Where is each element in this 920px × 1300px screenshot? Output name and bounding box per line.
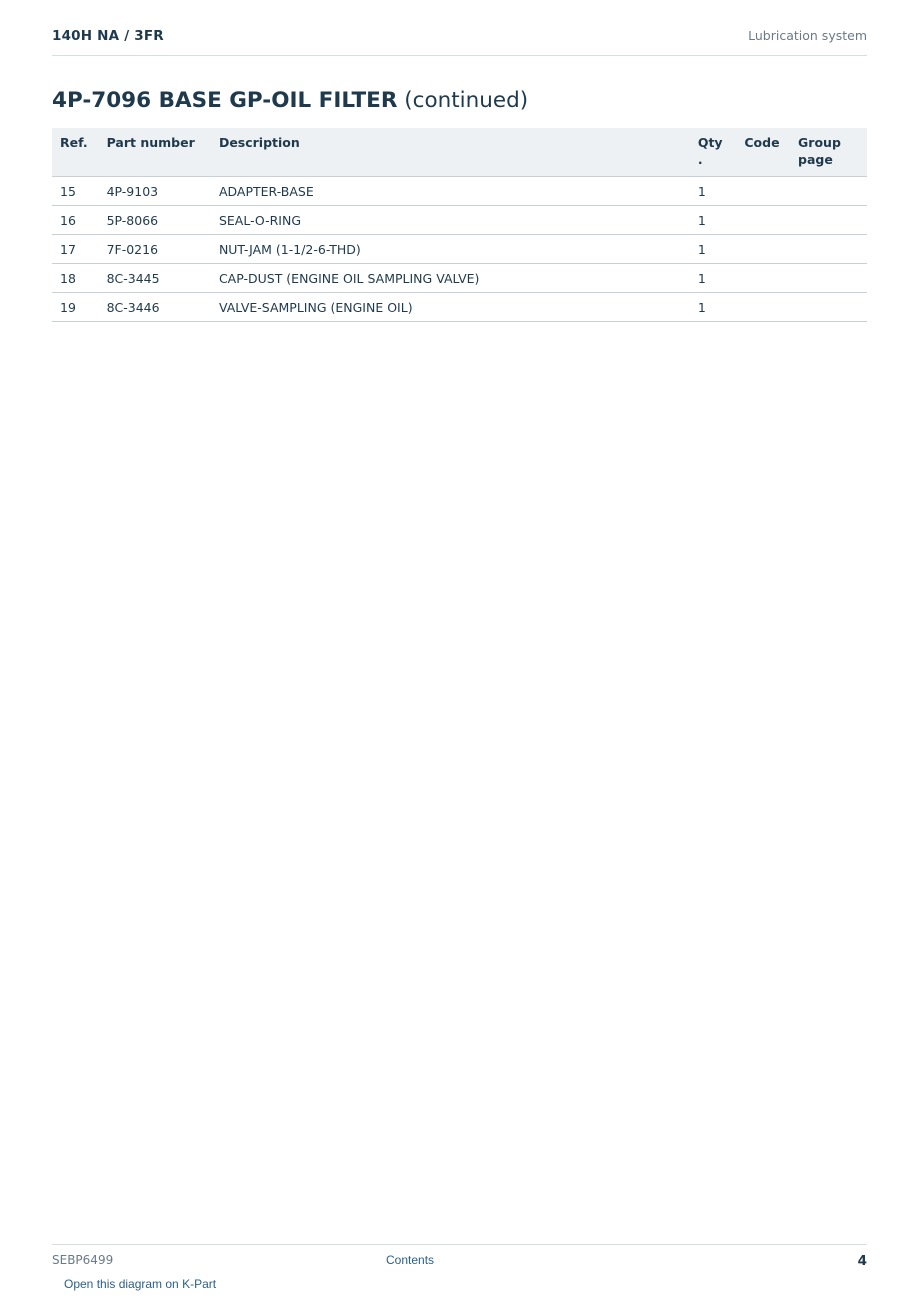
cell-ref: 18 xyxy=(52,264,99,293)
group-header-line1: Group xyxy=(798,135,841,150)
column-header-part-number: Part number xyxy=(99,128,211,177)
cell-part-number: 8C-3446 xyxy=(99,293,211,322)
cell-ref: 19 xyxy=(52,293,99,322)
cell-ref: 17 xyxy=(52,235,99,264)
contents-link[interactable]: Contents xyxy=(386,1253,435,1267)
page-number: 4 xyxy=(857,1253,867,1269)
cell-code xyxy=(736,235,790,264)
table-row xyxy=(52,235,867,264)
cell-code xyxy=(736,293,790,322)
table-row xyxy=(52,206,867,235)
column-header-code: Code xyxy=(736,128,790,177)
cell-part-number: 8C-3445 xyxy=(99,264,211,293)
cell-description: VALVE-SAMPLING (ENGINE OIL) xyxy=(211,293,690,322)
page-header xyxy=(52,28,867,56)
cell-qty: 1 xyxy=(690,206,737,235)
table-header-row xyxy=(52,128,867,177)
page-title xyxy=(52,88,528,113)
cell-description: NUT-JAM (1-1/2-6-THD) xyxy=(211,235,690,264)
title-main: 4P-7096 BASE GP-OIL FILTER xyxy=(52,88,398,113)
column-header-ref: Ref. xyxy=(52,128,99,177)
cell-ref: 15 xyxy=(52,177,99,206)
cell-ref: 16 xyxy=(52,206,99,235)
cell-qty: 1 xyxy=(690,235,737,264)
cell-group-page xyxy=(790,206,867,235)
table-row xyxy=(52,293,867,322)
table-row xyxy=(52,177,867,206)
qty-header-line1: Qty xyxy=(697,135,723,150)
cell-group-page xyxy=(790,235,867,264)
cell-part-number: 4P-9103 xyxy=(99,177,211,206)
cell-qty: 1 xyxy=(690,293,737,322)
cell-group-page xyxy=(790,264,867,293)
cell-code xyxy=(736,206,790,235)
cell-group-page xyxy=(790,177,867,206)
cell-code xyxy=(736,264,790,293)
cell-qty: 1 xyxy=(690,264,737,293)
group-header-line2: page xyxy=(798,152,833,167)
parts-table xyxy=(52,128,867,322)
footer-divider xyxy=(52,1244,867,1245)
qty-header-line2: . xyxy=(697,152,703,167)
cell-qty: 1 xyxy=(690,177,737,206)
document-id: SEBP6499 xyxy=(52,1253,114,1267)
column-header-group-page xyxy=(790,128,867,177)
table-row xyxy=(52,264,867,293)
cell-part-number: 7F-0216 xyxy=(99,235,211,264)
cell-description: ADAPTER-BASE xyxy=(211,177,690,206)
cell-description: SEAL-O-RING xyxy=(211,206,690,235)
cell-code xyxy=(736,177,790,206)
cell-part-number: 5P-8066 xyxy=(99,206,211,235)
open-kpart-link[interactable]: Open this diagram on K-Part xyxy=(64,1277,217,1291)
column-header-qty xyxy=(690,128,737,177)
cell-description: CAP-DUST (ENGINE OIL SAMPLING VALVE) xyxy=(211,264,690,293)
section-label: Lubrication system xyxy=(748,28,867,43)
cell-group-page xyxy=(790,293,867,322)
column-header-description: Description xyxy=(211,128,690,177)
title-suffix: (continued) xyxy=(404,88,529,113)
model-label: 140H NA / 3FR xyxy=(52,28,164,44)
